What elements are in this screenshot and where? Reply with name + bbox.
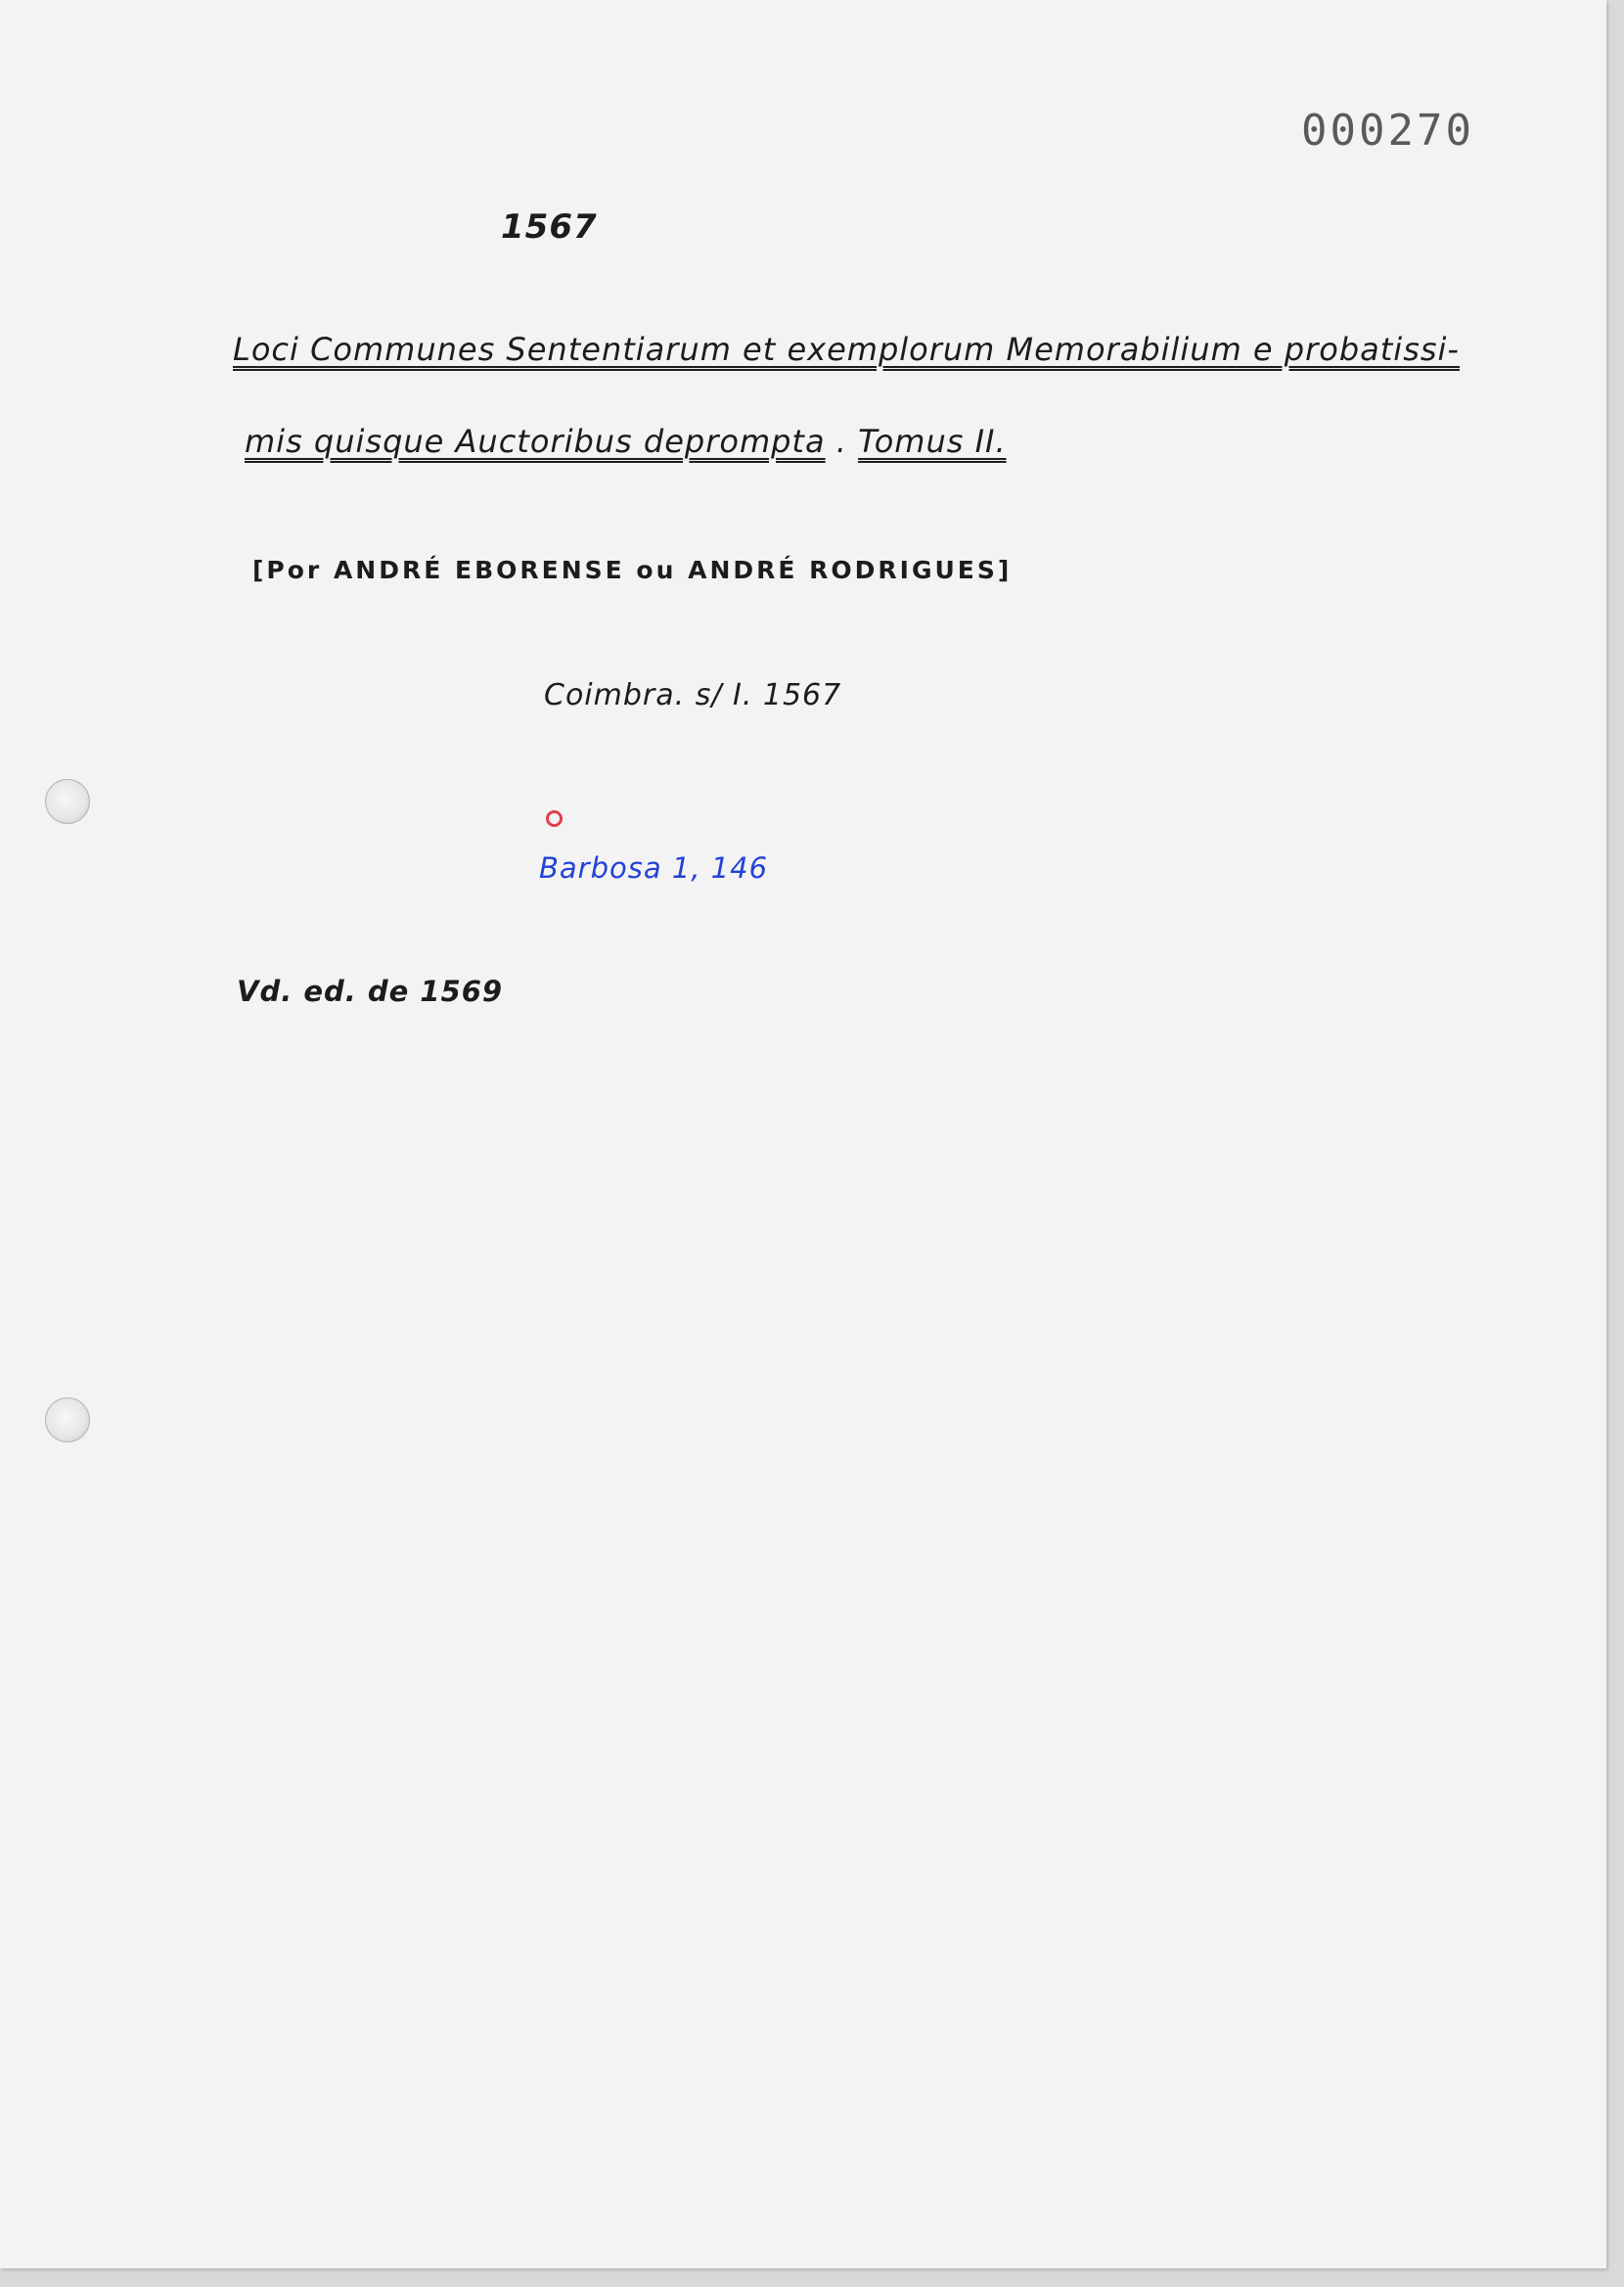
cross-reference-note: Vd. ed. de 1569 — [237, 975, 504, 1008]
punch-hole-bottom — [45, 1397, 90, 1442]
stamp-number: 000270 — [1301, 106, 1474, 156]
red-circle-marker — [546, 810, 563, 827]
year-heading: 1567 — [501, 207, 598, 247]
title-line-2 — [245, 423, 1007, 460]
imprint-line: Coimbra. s/ I. 1567 — [544, 678, 842, 712]
title-line-2-main: mis quisque Auctoribus deprompta — [245, 423, 826, 460]
bibliographic-reference: Barbosa 1, 146 — [539, 851, 769, 885]
title-separator: . — [835, 423, 847, 460]
title-line-1: Loci Communes Sententiarum et exemplorum Memorabilium e probatissi- — [233, 331, 1460, 368]
title-volume: Tomus II. — [858, 423, 1007, 460]
attribution-line: [Por ANDRÉ EBORENSE ou ANDRÉ RODRIGUES] — [252, 556, 1013, 584]
punch-hole-top — [45, 779, 90, 824]
